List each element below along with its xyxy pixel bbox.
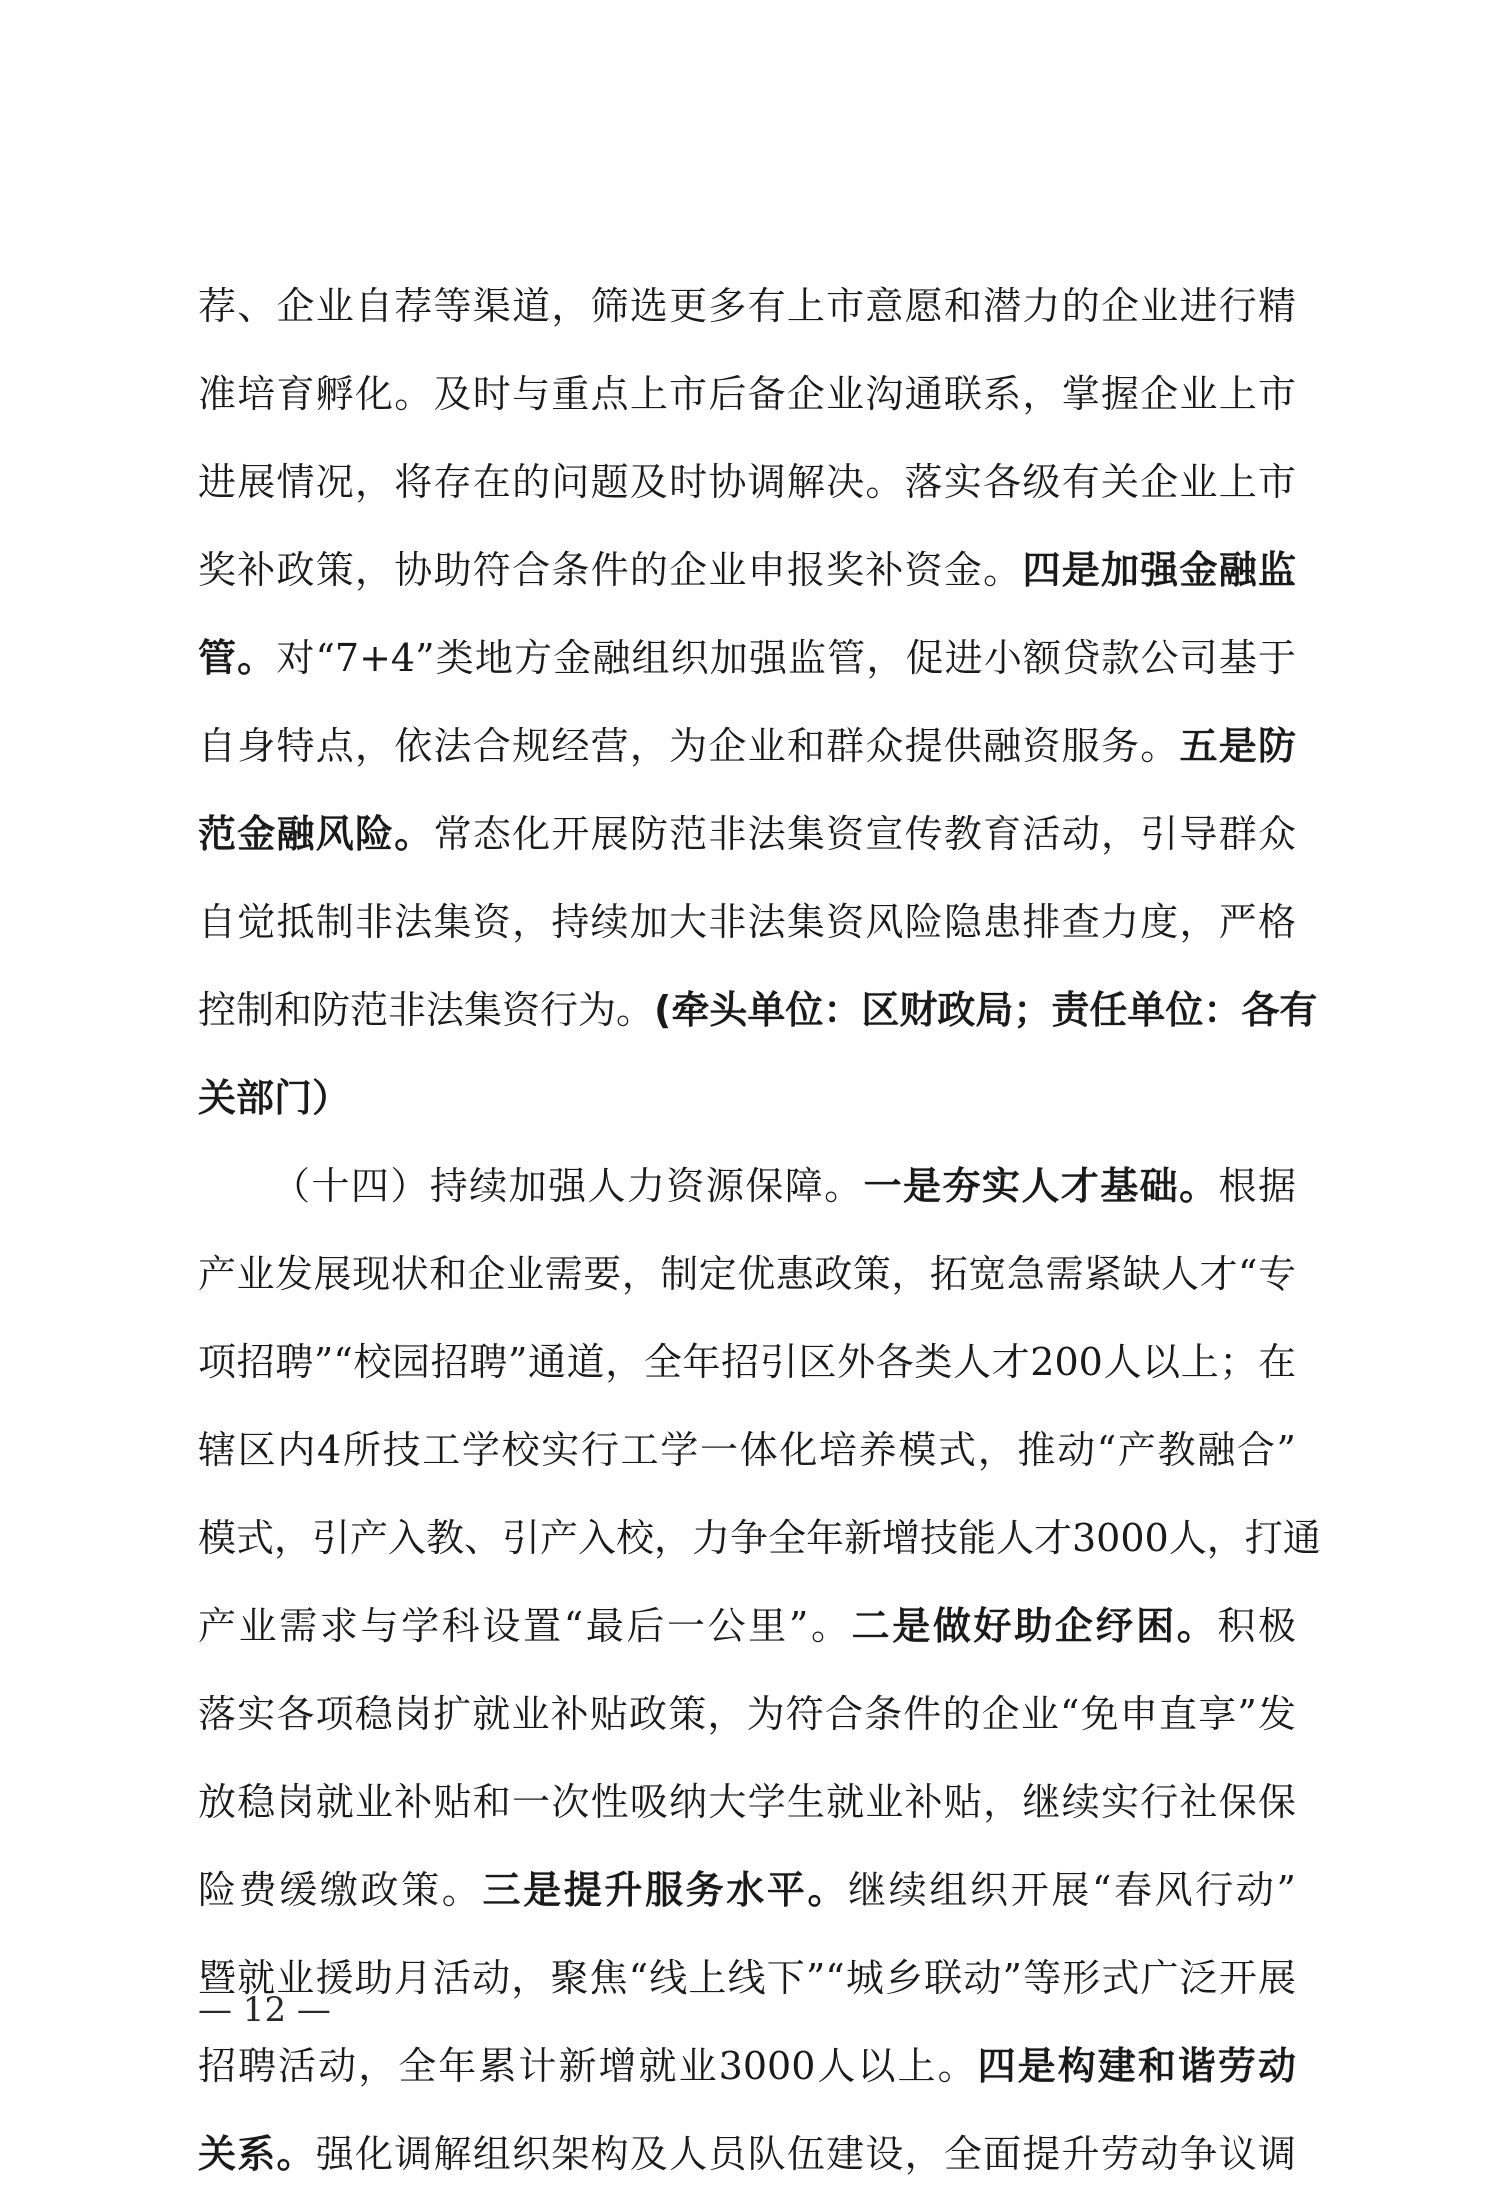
bold-text-segment: 三是提升服务水平。 <box>482 1868 849 1912</box>
text-segment: 强化调解组织架构及人员队伍建设，全面提升劳动争议调 <box>315 2132 1296 2176</box>
document-body <box>198 262 1321 2198</box>
text-segment: 继续组织开展“春风行动” <box>848 1868 1296 1912</box>
text-segment: 暨就业援助月活动，聚焦“线上线下”“城乡联动”等形式广泛开展 <box>198 1956 1296 2000</box>
bold-text-segment: 四是构建和谐劳动 <box>977 2044 1296 2088</box>
text-segment: 放稳岗就业补贴和一次性吸纳大学生就业补贴，继续实行社保保 <box>198 1780 1296 1824</box>
text-segment: 荐、企业自荐等渠道，筛选更多有上市意愿和潜力的企业进行精 <box>198 284 1296 328</box>
text-line <box>198 1054 1296 1142</box>
bold-text-segment: 关部门） <box>198 1076 351 1120</box>
text-segment: 险费缓缴政策。 <box>198 1868 483 1912</box>
text-line <box>198 1846 1296 1934</box>
bold-text-segment: 五是防 <box>1179 724 1296 768</box>
text-line <box>198 526 1296 614</box>
page-number: — 12 — <box>198 1990 331 2030</box>
text-segment: 奖补政策，协助符合条件的企业申报奖补资金。 <box>198 548 1023 592</box>
text-line <box>198 1318 1296 1406</box>
text-line <box>198 1934 1296 2022</box>
text-line <box>198 1582 1296 1670</box>
text-line <box>198 1494 1321 1582</box>
bold-text-segment: 范金融风险。 <box>198 812 434 856</box>
text-line <box>198 702 1296 790</box>
text-segment: 积极 <box>1217 1604 1296 1648</box>
text-segment: 自觉抵制非法集资，持续加大非法集资风险隐患排查力度，严格 <box>198 900 1296 944</box>
text-line <box>198 790 1296 878</box>
text-segment: 产业需求与学科设置“最后一公里”。 <box>198 1604 852 1648</box>
text-line <box>198 966 1318 1054</box>
text-line <box>198 1142 1296 1230</box>
text-segment: 控制和防范非法集资行为。 <box>198 988 655 1032</box>
text-segment: 常态化开展防范非法集资宣传教育活动，引导群众 <box>433 812 1296 856</box>
text-segment: （十四）持续加强人力资源保障。 <box>272 1164 864 1208</box>
text-segment: 准培育孵化。及时与重点上市后备企业沟通联系，掌握企业上市 <box>198 372 1296 416</box>
text-segment: 对“7+4”类地方金融组织加强监管，促进小额贷款公司基于 <box>276 636 1296 680</box>
text-segment: 招聘活动，全年累计新增就业3000人以上。 <box>198 2044 978 2088</box>
text-line <box>198 1406 1296 1494</box>
bold-text-segment: 一是夯实人才基础。 <box>863 1164 1219 1208</box>
bold-text-segment: 管。 <box>198 636 277 680</box>
text-segment: 模式，引产入教、引产入校，力争全年新增技能人才3000人，打通 <box>198 1516 1321 1560</box>
text-segment: 产业发展现状和企业需要，制定优惠政策，拓宽急需紧缺人才“专 <box>198 1252 1296 1296</box>
bold-text-segment: 二是做好助企纾困。 <box>851 1604 1218 1648</box>
text-line <box>198 1230 1296 1318</box>
bold-text-segment: 关系。 <box>198 2132 316 2176</box>
text-segment: 辖区内4所技工学校实行工学一体化培养模式，推动“产教融合” <box>198 1428 1296 1472</box>
text-line <box>198 1758 1296 1846</box>
text-line <box>198 2022 1296 2110</box>
text-segment: 进展情况，将存在的问题及时协调解决。落实各级有关企业上市 <box>198 460 1296 504</box>
text-line <box>198 262 1296 350</box>
bold-text-segment: 四是加强金融监 <box>1022 548 1296 592</box>
text-line <box>198 1670 1296 1758</box>
text-line <box>198 614 1296 702</box>
bold-text-segment: (牵头单位：区财政局；责任单位：各有 <box>654 988 1318 1032</box>
text-line <box>198 878 1296 966</box>
text-line <box>198 2110 1296 2198</box>
text-segment: 根据 <box>1218 1164 1296 1208</box>
text-segment: 自身特点，依法合规经营，为企业和群众提供融资服务。 <box>198 724 1180 768</box>
text-line <box>198 350 1296 438</box>
text-segment: 落实各项稳岗扩就业补贴政策，为符合条件的企业“免申直享”发 <box>198 1692 1296 1736</box>
text-segment: 项招聘”“校园招聘”通道，全年招引区外各类人才200人以上；在 <box>198 1340 1296 1384</box>
text-line <box>198 438 1296 526</box>
